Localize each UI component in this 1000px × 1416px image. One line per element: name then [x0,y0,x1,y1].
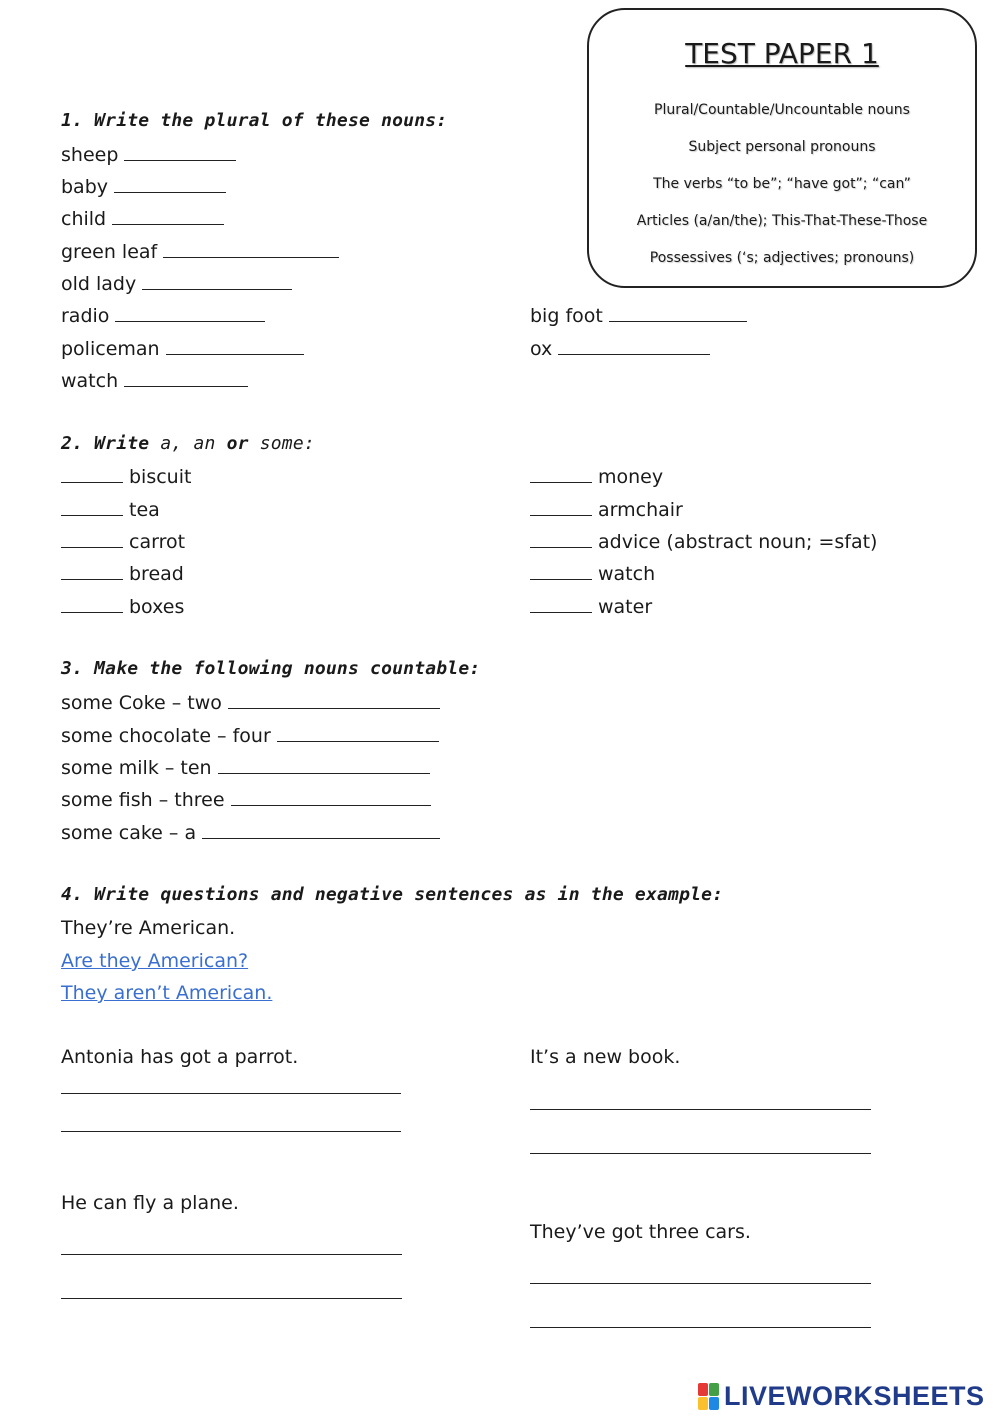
answer-line[interactable] [61,1093,401,1094]
countable-item: some chocolate – four [61,723,439,748]
plural-item: big foot [530,303,747,328]
plural-item: baby [61,174,226,199]
answer-line[interactable] [530,1153,871,1154]
plural-item: watch [61,368,248,393]
answer-blank[interactable] [530,529,592,548]
header-box [587,8,977,288]
section2-heading: 2. Write a, an or some: [61,433,315,454]
answer-line[interactable] [61,1254,402,1255]
answer-line[interactable] [530,1327,871,1328]
topic-item: Articles (a/an/the); This-That-These-Those [636,213,928,229]
plural-item: sheep [61,142,236,167]
topic-item: Subject personal pronouns [688,139,876,155]
answer-blank[interactable] [61,529,123,548]
logo-square [698,1397,708,1410]
answer-blank[interactable] [228,690,440,709]
answer-blank[interactable] [163,239,339,258]
answer-blank[interactable] [218,755,430,774]
article-item: carrot [61,529,185,554]
example-question: Are they American? [61,950,249,972]
topic-item: Plural/Countable/Uncountable nouns [654,102,910,118]
answer-blank[interactable] [124,368,248,387]
topic-item: Possessives (‘s; adjectives; pronouns) [649,250,915,266]
section1-heading: 1. Write the plural of these nouns: [61,110,448,131]
exercise-sentence: Antonia has got a parrot. [61,1046,299,1068]
plural-item: child [61,206,224,231]
answer-blank[interactable] [142,271,292,290]
answer-blank[interactable] [609,303,747,322]
answer-blank[interactable] [61,594,123,613]
article-item: boxes [61,594,184,619]
answer-blank[interactable] [61,497,123,516]
answer-blank[interactable] [114,174,226,193]
answer-blank[interactable] [558,336,710,355]
page-title: TEST PAPER 1 [685,37,879,70]
exercise-sentence: They’ve got three cars. [530,1221,751,1243]
answer-blank[interactable] [61,561,123,580]
logo-squares-icon [698,1381,720,1411]
article-item: advice (abstract noun; =sfat) [530,529,877,554]
liveworksheets-logo[interactable] [698,1376,985,1416]
answer-line[interactable] [530,1283,871,1284]
answer-line[interactable] [530,1109,871,1110]
example-negative: They aren’t American. [61,982,273,1004]
answer-blank[interactable] [530,464,592,483]
article-item: bread [61,561,184,586]
article-item: water [530,594,652,619]
answer-blank[interactable] [115,303,265,322]
article-item: biscuit [61,464,191,489]
plural-item: policeman [61,336,304,361]
answer-blank[interactable] [530,497,592,516]
answer-blank[interactable] [112,206,224,225]
article-item: armchair [530,497,683,522]
logo-square [698,1383,708,1396]
article-item: tea [61,497,160,522]
answer-blank[interactable] [124,142,236,161]
countable-item: some fish – three [61,787,431,812]
example-sentence: They’re American. [61,917,236,939]
article-item: watch [530,561,655,586]
answer-line[interactable] [61,1298,402,1299]
answer-line[interactable] [61,1131,401,1132]
countable-item: some Coke – two [61,690,440,715]
answer-blank[interactable] [166,336,304,355]
answer-blank[interactable] [530,561,592,580]
plural-item: ox [530,336,710,361]
exercise-sentence: He can fly a plane. [61,1192,239,1214]
answer-blank[interactable] [61,464,123,483]
topic-item: The verbs “to be”; “have got”; “can” [653,176,911,192]
logo-square [709,1383,719,1396]
plural-item: radio [61,303,265,328]
answer-blank[interactable] [202,820,440,839]
article-item: money [530,464,663,489]
plural-item: green leaf [61,239,339,264]
answer-blank[interactable] [231,787,431,806]
answer-blank[interactable] [277,723,439,742]
countable-item: some cake – a [61,820,440,845]
countable-item: some milk – ten [61,755,430,780]
plural-item: old lady [61,271,292,296]
logo-square [709,1397,719,1410]
exercise-sentence: It’s a new book. [530,1046,681,1068]
answer-blank[interactable] [530,594,592,613]
section3-heading: 3. Make the following nouns countable: [61,658,481,679]
section4-heading: 4. Write questions and negative sentences as in the example: [61,884,724,905]
brand-name: LIVEWORKSHEETS [724,1380,985,1411]
